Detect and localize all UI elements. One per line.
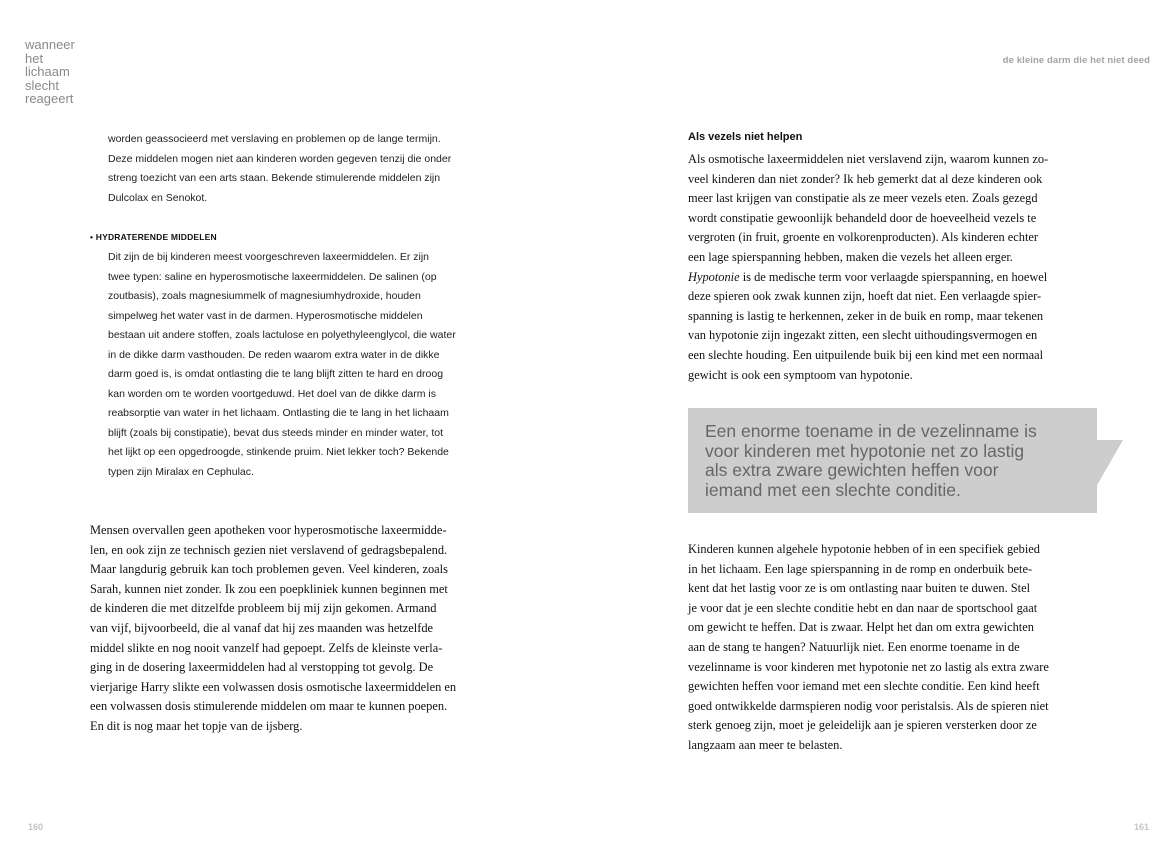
text-line: typen zijn Miralax en Cephulac. [108, 465, 254, 478]
chapter-title-line: reageert [25, 91, 74, 107]
text-line: Dulcolax en Senokot. [108, 191, 208, 204]
text-line: je voor dat je een slechte conditie hebt en dan naar de sportschool gaat [688, 600, 1038, 615]
italic-term: Hypotonie [688, 269, 740, 284]
pullquote-pointer [1096, 440, 1124, 488]
text-line: spanning is lastig te herkennen, zeker in de buik en romp, maar tekenen [688, 308, 1044, 323]
text-line: de kinderen die met ditzelfde probleem bij mij zijn gekomen. Armand [90, 601, 437, 616]
bullet-paragraph [108, 248, 456, 482]
text-line: zoutbasis), zoals magnesiummelk of magnesiumhydroxide, houden [108, 290, 421, 302]
pullquote-line: iemand met een slechte conditie. [705, 479, 961, 500]
text-line: sterk genoeg zijn, moet je geleidelijk aan je spieren versterken door ze [688, 718, 1037, 733]
text-line: aan de stang te hangen? Natuurlijk niet. Een enorme toename in de [688, 639, 1020, 654]
pullquote-box [688, 408, 1097, 513]
text-line: Als osmotische laxeermiddelen niet verslavend zijn, waarom kunnen zo- [688, 152, 1049, 166]
text-line: Maar langdurig gebruik kan toch problemen geven. Veel kinderen, zoals [90, 562, 448, 577]
text-line: reabsorptie van water in het lichaam. Ontlasting die te lang in het lichaam [108, 407, 449, 419]
text-line: om gewicht te heffen. Dat is zwaar. Helpt het dan om extra gewichten [688, 620, 1034, 635]
right-body-paragraph [688, 540, 1049, 756]
chapter-title-line: wanneer [25, 37, 75, 52]
text-line: kent dat het lastig voor ze is om ontlasting naar buiten te duwen. Stel [688, 581, 1031, 596]
text-line: ging in de dosering laxeermiddelen had al verstopping tot gevolg. De [90, 660, 434, 675]
section-paragraph [688, 150, 1048, 385]
text-line: wordt constipatie gewoonlijk behandeld door de hoeveelheid vezels te [688, 210, 1037, 225]
section-heading: Als vezels niet helpen [688, 131, 803, 143]
text-line: twee typen: saline en hyperosmotische laxeermiddelen. De salinen (op [108, 270, 437, 283]
text-line: een lage spierspanning hebben, maken die vezels het alleen erger. [688, 249, 1013, 264]
intro-paragraph [108, 130, 451, 208]
chapter-title [25, 38, 115, 106]
chapter-title-line: slecht [25, 77, 59, 93]
running-head: de kleine darm die het niet deed [1002, 55, 1150, 66]
text-line: in het lichaam. Een lage spierspanning in de romp en onderbuik bete- [688, 561, 1033, 576]
page-number-right: 161 [1134, 822, 1150, 832]
text-line: Dit zijn de bij kinderen meest voorgeschreven laxeermiddelen. Er zijn [108, 251, 429, 263]
text-line: worden geassocieerd met verslaving en problemen op de lange termijn. [108, 133, 441, 145]
text-line: En dit is nog maar het topje van de ijsberg. [90, 718, 303, 733]
pullquote-line: als extra zware gewichten heffen voor [705, 460, 999, 480]
text-line: Mensen overvallen geen apotheken voor hyperosmotische laxeermidde- [90, 523, 447, 537]
text-line: bestaan uit andere stoffen, zoals lactulose en polyethyleenglycol, die water [108, 329, 456, 341]
text-line: van hypotonie zijn ingezakt zitten, een slecht uithoudingsvermogen en [688, 328, 1038, 343]
text-line: vierjarige Harry slikte een volwassen dosis osmotische laxeermiddelen en [90, 679, 457, 694]
text-line: deze spieren ook zwak kunnen zijn, hoeft dat niet. Een verlaagde spier- [688, 289, 1042, 304]
text-line: vergroten (in fruit, groente en volkorenproducten). Als kinderen echter [688, 230, 1039, 245]
text-line: langzaam aan meer te belasten. [688, 737, 843, 752]
pullquote-line: Een enorme toename in de vezelinname is [705, 421, 1037, 441]
text-line: veel kinderen dan niet zonder? Ik heb gemerkt dat al deze kinderen ook [688, 171, 1043, 186]
text-line: Kinderen kunnen algehele hypotonie hebben of in een specifiek gebied [688, 542, 1040, 556]
pullquote-pointer-shape [1096, 440, 1123, 487]
text-line: Deze middelen mogen niet aan kinderen worden gegeven tenzij die onder [108, 152, 452, 165]
text-line [688, 268, 1048, 288]
text-line: goed ontwikkelde darmspieren nodig voor peristalsis. Als de spieren niet [688, 698, 1049, 713]
text-line: meer last krijgen van constipatie als ze meer vezels eten. Zoals gezegd [688, 191, 1038, 206]
text-line: een slechte houding. Een uitpuilende buik bij een kind met een normaal [688, 347, 1044, 362]
pullquote-text [705, 422, 1085, 500]
left-body-paragraph [90, 521, 456, 737]
text-line: in de dikke darm vasthouden. De reden waarom extra water in de dikke [108, 348, 440, 361]
text-line: van vijf, bijvoorbeeld, die al vanaf dat hij zes maanden was hetzelfde [90, 620, 434, 635]
text-line: len, en ook zijn ze technisch gezien niet verslavend of gedragsbepalend. [90, 542, 448, 557]
text-line: vezelinname is voor kinderen met hypotonie net zo lastig als extra zware [688, 659, 1049, 674]
pullquote-line: voor kinderen met hypotonie net zo lastig [705, 440, 1025, 461]
text-line: een volwassen dosis stimulerende middelen om maar te kunnen poepen. [90, 699, 448, 714]
text-line: streng toezicht van een arts staan. Bekende stimulerende middelen zijn [108, 172, 441, 184]
text-line: gewicht is ook een symptoom van hypotonie. [688, 367, 913, 382]
text-line: darm goed is, is omdat ontlasting die te lang blijft zitten te hard en droog [108, 368, 444, 380]
text-line: blijft (zoals bij constipatie), bevat dus steeds minder en minder water, tot [108, 426, 443, 439]
page-number-left: 160 [28, 822, 44, 832]
text-line: simpelweg het water vast in de darmen. Hyperosmotische middelen [108, 309, 423, 322]
text-line: kan worden om te worden voortgeduwd. Het doel van de dikke darm is [108, 387, 437, 400]
text-line: middel slikte en nog nooit vanzelf had gepoept. Zelfs de kleinste verla- [90, 640, 443, 655]
text-line-rest: is de medische term voor verlaagde spierspanning, en hoewel [742, 269, 1048, 284]
bullet-heading: • HYDRATERENDE MIDDELEN [90, 232, 217, 242]
text-line: Sarah, kunnen niet zonder. Ik zou een poepkliniek kunnen beginnen met [90, 581, 448, 596]
chapter-title-line: lichaam [25, 64, 70, 80]
chapter-title-line: het [25, 50, 44, 66]
text-line: gewichten heffen voor iemand met een slechte conditie. Een kind heeft [688, 679, 1040, 694]
text-line: het lijkt op een opgedroogde, stinkende pruim. Niet lekker toch? Bekende [108, 446, 449, 458]
